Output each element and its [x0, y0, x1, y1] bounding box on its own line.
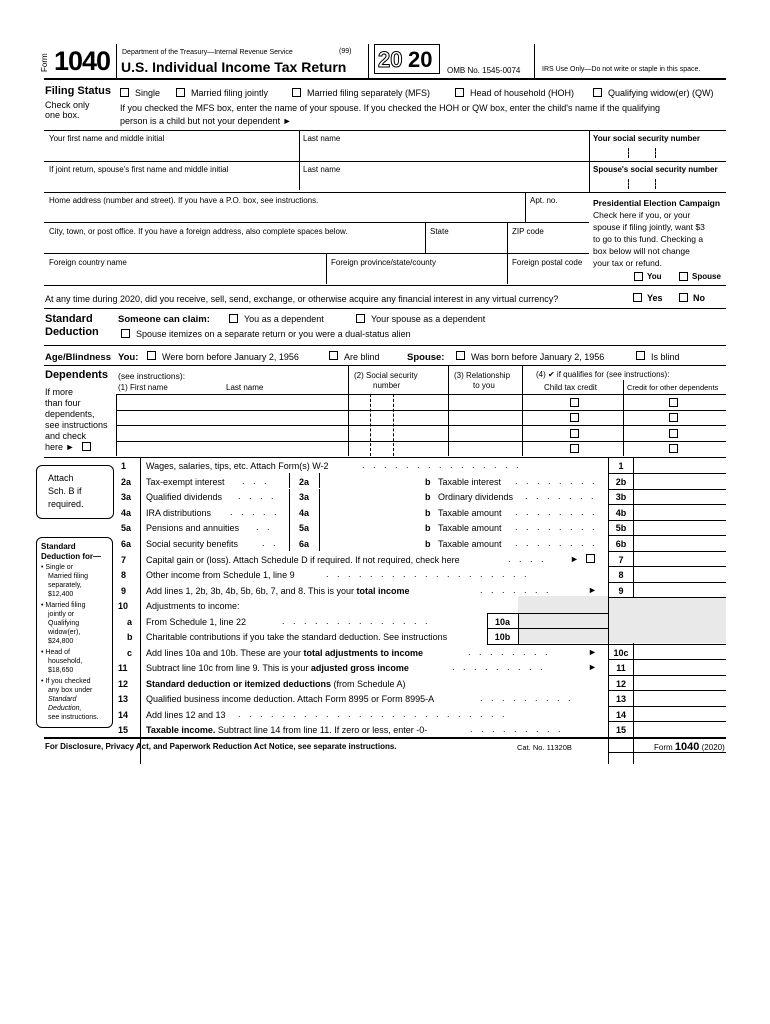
attach-line-2: Sch. B if — [48, 486, 82, 496]
line-4b-box-label: 4b — [615, 508, 627, 518]
dependents-col-other-credit: Credit for other dependents — [627, 383, 719, 392]
line-5b-letter: b — [425, 523, 431, 533]
attach-sch-b-box — [36, 465, 114, 519]
home-address-input[interactable] — [49, 208, 519, 220]
line-10c-amount[interactable] — [636, 647, 724, 659]
qw-label: Qualifying widow(er) (QW) — [608, 88, 714, 98]
line-9-amount[interactable] — [636, 585, 724, 597]
line-13-amount[interactable] — [636, 693, 724, 705]
dependent-4-name[interactable] — [120, 444, 345, 455]
line-9-dots: . . . . . . . — [480, 585, 552, 595]
last-name-label: Last name — [303, 134, 341, 143]
foreign-province-input[interactable] — [331, 270, 503, 282]
line-4a-text: IRA distributions — [146, 508, 212, 518]
age-spouse-label: Spouse: — [407, 352, 445, 363]
line-1-number: 1 — [121, 461, 127, 471]
form-title: U.S. Individual Income Tax Return — [121, 59, 347, 75]
sidebar-item: separately, — [48, 582, 82, 589]
spouse-ssn-input[interactable] — [593, 178, 725, 190]
foreign-postal-input[interactable] — [512, 270, 586, 282]
campaign-line-1: Check here if you, or your — [593, 210, 691, 220]
line-5a-amount[interactable] — [321, 522, 403, 534]
line-11-text — [146, 663, 409, 673]
line-10c-text-a: Add lines 10a and 10b. These are your — [146, 648, 304, 658]
line-3a-text: Qualified dividends — [146, 492, 223, 502]
line-6b-text: Taxable amount — [438, 539, 502, 549]
line-7-arrow: ► — [570, 554, 579, 564]
sidebar-item: Deduction, — [48, 705, 82, 712]
line-10-number: 10 — [118, 601, 129, 611]
dependents-side-4: see instructions — [45, 420, 108, 430]
line-2b-dots: . . . . . . . . — [515, 476, 598, 486]
spouse-born-before-label: Was born before January 2, 1956 — [471, 352, 605, 362]
line-4a-amount[interactable] — [321, 507, 403, 519]
line-1-dots: . . . . . . . . . . . . . . . — [362, 460, 522, 470]
line-11-arrow: ► — [588, 662, 597, 672]
line-3a-box-label: 3a — [298, 492, 309, 502]
line-2a-amount[interactable] — [321, 476, 403, 488]
footer-cat-number: Cat. No. 11320B — [517, 743, 572, 752]
line-10a-dots: . . . . . . . . . . . . . . — [282, 616, 431, 626]
spouse-born-before-checkbox[interactable] — [456, 351, 465, 360]
line-3b-letter: b — [425, 492, 431, 502]
dependent-1-child-credit[interactable] — [570, 398, 579, 407]
line-5b-amount[interactable] — [636, 522, 724, 534]
line-7-text: Capital gain or (loss). Attach Schedule D if required. If not required, check here — [146, 555, 460, 565]
line-2a-box-label: 2a — [298, 477, 309, 487]
footer-form-number: 1040 — [674, 741, 700, 753]
line-15-box-label: 15 — [615, 725, 626, 735]
line-9-text-b: total income — [356, 586, 410, 596]
sidebar-item: jointly or — [48, 611, 75, 618]
line-6b-dots: . . . . . . . . — [515, 538, 598, 548]
line-13-dots: . . . . . . . . . — [480, 693, 574, 703]
line-12-text-a: Standard deduction or itemized deductions — [146, 679, 332, 689]
home-address-label: Home address (number and street). If you have a P.O. box, see instructions. — [49, 196, 319, 205]
dependents-col-ssn-1: (2) Social security — [354, 371, 418, 380]
line-14-number: 14 — [118, 710, 129, 720]
attach-line-1: Attach — [48, 473, 74, 483]
line-1-text: Wages, salaries, tips, etc. Attach Form(s) W-2 — [146, 461, 329, 471]
line-4a-number: 4a — [121, 508, 132, 518]
foreign-province-label: Foreign province/state/county — [331, 258, 436, 267]
line-14-amount[interactable] — [636, 709, 724, 721]
line-15-text-a: Taxable income. — [146, 725, 216, 735]
line-5a-dots: . . — [256, 522, 273, 532]
tax-year-outline: 20 — [378, 47, 403, 72]
line-9-box-label: 9 — [618, 586, 624, 596]
sidebar-title-2: Deduction for— — [41, 552, 101, 561]
virtual-yes-checkbox[interactable] — [633, 293, 642, 302]
line-9-text — [146, 586, 409, 596]
campaign-line-3: to go to this fund. Checking a — [593, 234, 704, 244]
line-4b-letter: b — [425, 508, 431, 518]
line-15-amount[interactable] — [636, 724, 724, 736]
you-born-before-label: Were born before January 2, 1956 — [162, 352, 299, 362]
line-4b-dots: . . . . . . . . — [515, 507, 598, 517]
line-4a-dots: . . . . . — [230, 507, 280, 517]
state-input[interactable] — [430, 240, 505, 252]
mfs-label: Married filing separately (MFS) — [307, 88, 431, 98]
filing-note-2: person is a child but not your dependent ► — [120, 116, 292, 126]
filing-status-sub1: Check only — [45, 100, 90, 110]
dependents-side-3: dependents, — [45, 409, 95, 419]
footer-form-label — [654, 741, 725, 753]
mfs-checkbox[interactable] — [292, 88, 301, 97]
zip-label: ZIP code — [512, 227, 544, 236]
line-7-box-label: 7 — [618, 555, 624, 565]
you-blind-label: Are blind — [344, 352, 380, 362]
dependents-side-1: If more — [45, 387, 74, 397]
line-3b-box-label: 3b — [615, 492, 627, 502]
line-12-box-label: 12 — [615, 679, 626, 689]
line-12-number: 12 — [118, 679, 129, 689]
footer-form-word: Form — [654, 743, 673, 752]
married-jointly-label: Married filing jointly — [191, 88, 269, 98]
claim-you-label: You as a dependent — [244, 314, 324, 324]
line-10c-text-b: total adjustments to income — [303, 648, 423, 658]
line-15-number: 15 — [118, 725, 129, 735]
line-5a-number: 5a — [121, 523, 132, 533]
campaign-spouse-label: Spouse — [692, 272, 721, 281]
line-10-text: Adjustments to income: — [146, 601, 240, 611]
campaign-line-4: box below will not change — [593, 246, 690, 256]
tax-year-bold: 20 — [408, 47, 433, 72]
irs-use-only: IRS Use Only—Do not write or staple in this space. — [542, 66, 701, 73]
line-15-dots: . . . . . . . . . — [470, 724, 564, 734]
dependent-3-child-credit[interactable] — [570, 429, 579, 438]
line-4b-amount[interactable] — [636, 507, 724, 519]
dependents-col-last: Last name — [226, 383, 264, 392]
line-4b-text: Taxable amount — [438, 508, 502, 518]
department-text: Department of the Treasury—Internal Revenue Service — [122, 49, 293, 56]
line-2b-text: Taxable interest — [438, 477, 502, 487]
std-deduction-heading-1: Standard — [45, 313, 93, 325]
form-word: Form — [40, 53, 49, 72]
line-3b-amount[interactable] — [636, 491, 724, 503]
line-6a-box-label: 6a — [298, 539, 309, 549]
dependents-col-rel-1: (3) Relationship — [454, 371, 511, 380]
age-blindness-heading: Age/Blindness — [45, 352, 111, 363]
line-10b-text: Charitable contributions if you take the standard deduction. See instructions — [146, 632, 448, 642]
dependents-see: (see instructions): — [118, 371, 186, 381]
hoh-checkbox[interactable] — [455, 88, 464, 97]
form-number: 1040 — [54, 46, 111, 76]
married-jointly-checkbox[interactable] — [176, 88, 185, 97]
line-2b-letter: b — [425, 477, 431, 487]
hoh-label: Head of household (HOH) — [470, 88, 575, 98]
line-1-box-label: 1 — [618, 461, 624, 471]
sidebar-item: Qualifying — [48, 620, 80, 627]
campaign-line-2: spouse if filing jointly, want $3 — [593, 222, 705, 232]
line-7-dots: . . . . — [508, 554, 547, 564]
line-8-dots: . . . . . . . . . . . . . . . . . . . — [326, 569, 530, 579]
line-10c-dots: . . . . . . . . — [468, 647, 551, 657]
line-8-box-label: 8 — [618, 570, 624, 580]
line-6a-number: 6a — [121, 539, 132, 549]
dependents-col-first: (1) First name — [118, 383, 168, 392]
you-blind-checkbox[interactable] — [329, 351, 338, 360]
spouse-itemizes-label: Spouse itemizes on a separate return or you were a dual-status alien — [136, 329, 411, 339]
zip-input[interactable] — [512, 240, 586, 252]
attach-line-3: required. — [48, 499, 84, 509]
virtual-yes-label: Yes — [647, 293, 663, 303]
line-11-box-label: 11 — [616, 663, 626, 673]
footer-notice: For Disclosure, Privacy Act, and Paperwork Reduction Act Notice, see separate instructions. — [45, 742, 397, 751]
line-2b-box-label: 2b — [615, 477, 627, 487]
city-input[interactable] — [49, 240, 419, 252]
omb-number: OMB No. 1545-0074 — [447, 66, 521, 75]
dependents-heading: Dependents — [45, 369, 108, 381]
dependent-4-other-credit[interactable] — [669, 444, 678, 453]
line-9-number: 9 — [121, 586, 127, 596]
sidebar-item: • Head of — [41, 649, 70, 656]
line-10c-letter: c — [127, 648, 133, 658]
line-9-arrow: ► — [588, 585, 597, 595]
line-15-text-b: Subtract line 14 from line 11. If zero or less, enter -0- — [215, 725, 428, 735]
ssn-input[interactable] — [593, 147, 725, 159]
dependents-col-rel-2: to you — [473, 381, 495, 390]
campaign-title: Presidential Election Campaign — [593, 198, 721, 208]
sidebar-item: $12,400 — [48, 591, 74, 598]
line-5a-text: Pensions and annuities — [146, 523, 240, 533]
line-10b-amount[interactable] — [520, 631, 606, 643]
line-10a-amount[interactable] — [520, 616, 606, 628]
spouse-last-name-input[interactable] — [303, 177, 587, 189]
sidebar-item: • Married filing — [41, 602, 86, 609]
line-5a-box-label: 5a — [298, 523, 309, 533]
filing-status-sub2: one box. — [45, 110, 80, 120]
line-15-text — [146, 725, 427, 735]
foreign-country-input[interactable] — [49, 270, 319, 282]
dependents-col-qualifies: (4) ✔ if qualifies for (see instructions): — [536, 370, 670, 379]
line-5b-dots: . . . . . . . . — [515, 522, 598, 532]
first-name-label: Your first name and middle initial — [49, 134, 165, 143]
spouse-itemizes-checkbox[interactable] — [121, 329, 130, 338]
line-3a-dots: . . . . — [238, 491, 277, 501]
apt-input[interactable] — [530, 208, 586, 220]
dependent-3-other-credit[interactable] — [669, 429, 678, 438]
line-10b-letter: b — [127, 632, 133, 642]
sidebar-item: see instructions. — [48, 714, 99, 721]
line-5b-box-label: 5b — [615, 523, 627, 533]
line-10a-box-label: 10a — [494, 617, 511, 627]
sidebar-item: Married filing — [48, 573, 89, 580]
line-9-text-a: Add lines 1, 2b, 3b, 4b, 5b, 6b, 7, and 8. This is your — [146, 586, 357, 596]
virtual-no-label: No — [693, 293, 705, 303]
qw-checkbox[interactable] — [593, 88, 602, 97]
line-10c-text — [146, 648, 423, 658]
sidebar-item: $18,650 — [48, 667, 74, 674]
line-3b-dots: . . . . . . . — [525, 491, 597, 501]
line-7-number: 7 — [121, 555, 127, 565]
sidebar-title-1: Standard — [41, 542, 76, 551]
line-11-dots: . . . . . . . . . — [452, 662, 546, 672]
line-6b-amount[interactable] — [636, 538, 724, 550]
line-2b-amount[interactable] — [636, 476, 724, 488]
dependents-col-ssn-2: number — [373, 381, 401, 390]
sidebar-item: • Single or — [41, 564, 74, 571]
dependents-col-child-credit: Child tax credit — [544, 383, 597, 392]
tax-year — [374, 44, 440, 74]
line-2a-text: Tax-exempt interest — [146, 477, 225, 487]
line-6b-box-label: 6b — [615, 539, 627, 549]
dependent-1-name[interactable] — [120, 397, 345, 408]
campaign-you-checkbox[interactable] — [634, 272, 643, 281]
dependents-side-2: than four — [45, 398, 81, 408]
claim-spouse-label: Your spouse as a dependent — [371, 314, 486, 324]
line-11-text-b: adjusted gross income — [310, 663, 409, 673]
line-5b-text: Taxable amount — [438, 523, 502, 533]
line-14-dots: . . . . . . . . . . . . . . . . . . . . . . . . . — [238, 709, 508, 719]
line-14-text: Add lines 12 and 13 — [146, 710, 226, 720]
line-6b-letter: b — [425, 539, 431, 549]
line-11-amount[interactable] — [636, 662, 724, 674]
last-name-input[interactable] — [303, 146, 587, 158]
single-checkbox[interactable] — [120, 88, 129, 97]
campaign-line-5: your tax or refund. — [593, 258, 662, 268]
line-13-number: 13 — [118, 694, 129, 704]
line-8-amount[interactable] — [636, 569, 724, 581]
line-3a-amount[interactable] — [321, 491, 403, 503]
line-12-text — [146, 679, 406, 689]
campaign-you-label: You — [647, 272, 662, 281]
line-7-checkbox[interactable] — [586, 554, 595, 563]
dependent-2-child-credit[interactable] — [570, 413, 579, 422]
claim-spouse-checkbox[interactable] — [356, 314, 365, 323]
sidebar-item: widow(er), — [48, 629, 81, 636]
line-13-text: Qualified business income deduction. Attach Form 8995 or Form 8995-A — [146, 694, 435, 704]
line-10b-box-label: 10b — [494, 632, 511, 642]
you-born-before-checkbox[interactable] — [147, 351, 156, 360]
spouse-last-name-label: Last name — [303, 165, 341, 174]
virtual-no-checkbox[interactable] — [679, 293, 688, 302]
age-you-label: You: — [118, 352, 139, 363]
dependents-side-5: and check — [45, 431, 87, 441]
line-14-box-label: 14 — [615, 710, 626, 720]
spouse-first-name-label: If joint return, spouse's first name and middle initial — [49, 165, 229, 174]
line-7-amount[interactable] — [636, 554, 724, 566]
line-3a-number: 3a — [121, 492, 132, 502]
line-10c-arrow: ► — [588, 647, 597, 657]
sidebar-item: • If you checked — [41, 678, 91, 685]
line-10c-box-label: 10c — [613, 648, 629, 658]
spouse-blind-checkbox[interactable] — [636, 351, 645, 360]
foreign-postal-label: Foreign postal code — [512, 258, 583, 267]
line-4a-box-label: 4a — [298, 508, 309, 518]
sidebar-item: household, — [48, 658, 83, 665]
line-10a-text: From Schedule 1, line 22 — [146, 617, 247, 627]
line-6a-text: Social security benefits — [146, 539, 239, 549]
spouse-blind-label: Is blind — [651, 352, 680, 362]
sidebar-item: any box under — [48, 687, 93, 694]
spouse-first-name-input[interactable] — [49, 177, 297, 189]
line-13-box-label: 13 — [615, 694, 626, 704]
line-8-text: Other income from Schedule 1, line 9 — [146, 570, 295, 580]
line-2a-dots: . . . — [242, 476, 270, 486]
apt-label: Apt. no. — [530, 196, 558, 205]
line-8-number: 8 — [121, 570, 127, 580]
line-3b-text: Ordinary dividends — [438, 492, 514, 502]
first-name-input[interactable] — [49, 146, 297, 158]
state-label: State — [430, 227, 449, 236]
spouse-ssn-label: Spouse's social security number — [593, 165, 718, 174]
line-11-number: 11 — [118, 663, 128, 673]
line-1-amount[interactable] — [636, 460, 724, 472]
claim-you-checkbox[interactable] — [229, 314, 238, 323]
dependent-2-other-credit[interactable] — [669, 413, 678, 422]
line-12-amount[interactable] — [636, 678, 724, 690]
sidebar-item: $24,800 — [48, 638, 74, 645]
std-deduction-sidebar — [36, 537, 113, 728]
std-deduction-heading-2: Deduction — [45, 326, 99, 338]
footer-form-year: (2020) — [701, 743, 725, 752]
campaign-spouse-checkbox[interactable] — [679, 272, 688, 281]
filing-status-heading: Filing Status — [45, 85, 111, 97]
line-12-text-b: (from Schedule A) — [331, 679, 406, 689]
foreign-country-label: Foreign country name — [49, 258, 127, 267]
dependent-2-name[interactable] — [120, 413, 345, 424]
more-dependents-checkbox[interactable] — [82, 442, 91, 451]
dependent-1-other-credit[interactable] — [669, 398, 678, 407]
code-99: (99) — [339, 48, 352, 55]
city-label: City, town, or post office. If you have a foreign address, also complete spaces below. — [49, 227, 348, 236]
line-10a-letter: a — [127, 617, 133, 627]
ssn-label: Your social security number — [593, 134, 700, 143]
line-2a-number: 2a — [121, 477, 132, 487]
dependents-side-6: here ► — [45, 442, 75, 452]
virtual-currency-question: At any time during 2020, did you receive, sell, send, exchange, or otherwise acquire any financial interest in any virtual currency? — [45, 294, 559, 304]
sidebar-item: Standard — [48, 696, 77, 703]
line-6a-amount[interactable] — [321, 538, 403, 550]
line-11-text-a: Subtract line 10c from line 9. This is your — [146, 663, 311, 673]
someone-can-claim: Someone can claim: — [118, 314, 210, 325]
line-6a-dots: . . — [262, 538, 279, 548]
dependent-4-child-credit[interactable] — [570, 444, 579, 453]
filing-note-1: If you checked the MFS box, enter the name of your spouse. If you checked the HOH or QW box, enter the child's name if the qualifying — [120, 103, 660, 113]
single-label: Single — [135, 88, 161, 98]
dependent-3-name[interactable] — [120, 428, 345, 439]
